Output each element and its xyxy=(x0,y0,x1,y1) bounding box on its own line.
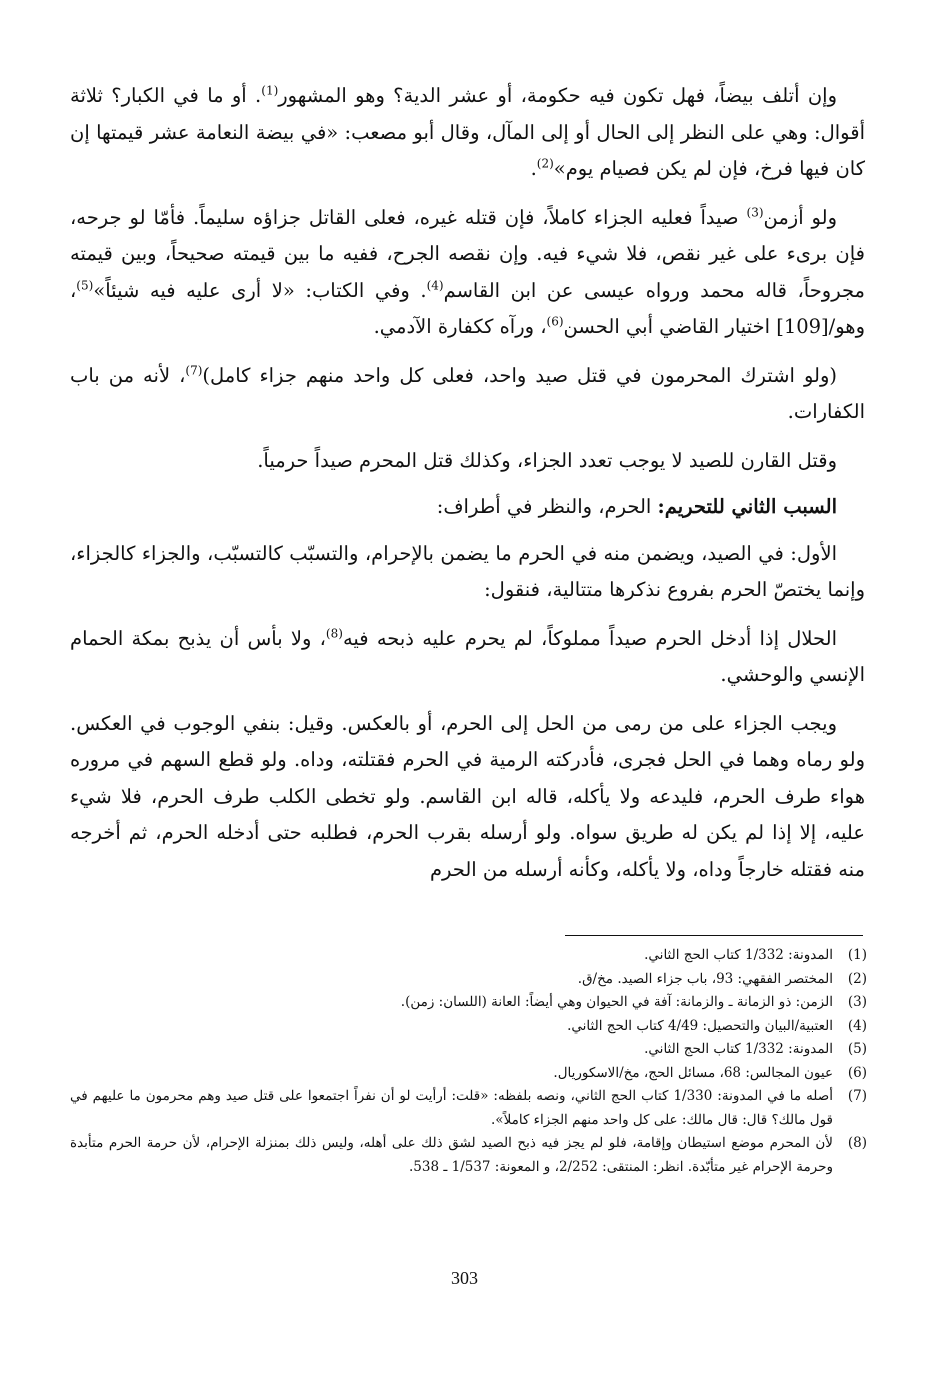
text-segment: ويجب الجزاء على من رمى من الحل إلى الحرم، أو بالعكس. وقيل: بنفي الوجوب في العكس. ولو رماه وهما في الحل فجرى، فأدركته الرمية في الحرم فقتلته، وداه. ولو قطع السهم في مروره هواء طرف الحرم، فليدعه ولا يأكله، قاله ابن القاسم. ولو تخطى الكلب طرف الحرم، فلا شيء عليه، إلا إذا لم يكن له طريق سواه. ولو أرسله بقرب الحرم، فطلبه حتى أدخله الحرم، ثم أخرجه منه فقتله خارجاً وداه، ولا يأكله، وكأنه أرسله من الحرم xyxy=(70,711,865,881)
footnote-text: أصله ما في المدونة: 1/330 كتاب الحج الثاني، ونصه بلفظه: «قلت: أرأيت لو أن نفراً اجتمعوا على قتل صيد وهم محرمون ما عليهم في قول مالك؟ قال: قال مالك: على كل واحد منهم الجزاء كاملاً». xyxy=(70,1088,833,1128)
footnote-ref: (3) xyxy=(746,205,764,219)
footnote-number: (6) xyxy=(847,1064,867,1081)
text-segment: ولو أزمن xyxy=(763,205,837,229)
footnote xyxy=(70,944,867,968)
text-segment: وإن أتلف بيضاً، فهل تكون فيه حكومة، أو عشر الدية؟ وهو المشهور xyxy=(278,84,837,107)
footnote xyxy=(70,1038,867,1062)
footnote-ref: (4) xyxy=(426,278,444,292)
footnote xyxy=(70,1132,867,1179)
footnote-ref: (8) xyxy=(325,626,343,640)
text-segment: ، ورآه ككفارة الآدمي. xyxy=(373,315,547,338)
text-segment: الحلال إذا أدخل الحرم صيداً مملوكاً، لم يحرم عليه ذبحه فيه xyxy=(342,626,837,650)
footnote xyxy=(70,991,867,1015)
footnote-text: لأن المحرم موضع استيطان وإقامة، فلو لم يجز فيه ذبح الصيد لشق ذلك على أهله، وليس ذلك بمنزلة الإحرام، لأن حرمة الحرم متأبدة وحرمة الإحرام غير متأبّدة. انظر: المنتقى: 2/252، و المعونة: 1/537 ـ 538. xyxy=(70,1135,833,1175)
section-heading-rest: الحرم، والنظر في أطراف: xyxy=(436,495,658,518)
footnote-text: العتبية/البيان والتحصيل: 4/49 كتاب الحج الثاني. xyxy=(567,1017,833,1034)
footnote-divider xyxy=(565,935,863,936)
text-segment: ، وهو/[109] اختيار القاضي أبي الحسن xyxy=(70,278,865,338)
footnote-number: (4) xyxy=(847,1017,867,1034)
text-segment: ، لأنه من باب الكفارات. xyxy=(70,363,865,423)
footnote-ref: (5) xyxy=(76,278,94,292)
paragraph-6 xyxy=(70,706,865,889)
footnote-number: (5) xyxy=(847,1041,867,1057)
text-segment: وقتل القارن للصيد لا يوجب تعدد الجزاء، وكذلك قتل المحرم صيداً حرمياً. xyxy=(257,448,837,472)
footnote-text: المدونة: 1/332 كتاب الحج الثاني. xyxy=(644,1041,833,1057)
footnotes xyxy=(70,944,867,1179)
footnote xyxy=(70,1062,867,1086)
footnote xyxy=(70,1085,867,1132)
footnote xyxy=(70,1015,867,1039)
footnote-text: الزمن: ذو الزمانة ـ والزمانة: آفة في الحيوان وهي أيضاً: العانة (اللسان: زمن). xyxy=(400,994,833,1010)
paragraph-2 xyxy=(70,200,865,346)
footnote-number: (8) xyxy=(847,1135,867,1151)
paragraph-5 xyxy=(70,621,865,694)
footnote-ref: (1) xyxy=(261,83,279,98)
footnote xyxy=(70,968,867,992)
text-segment: . أو ما في الكبار؟ ثلاثة أقوال: وهي على النظر إلى الحال أو إلى المآل، وقال أبو مصعب: «في بيضة النعامة عشر قيمتها إن كان فيها فرخ، فإن لم يكن فصيام يوم» xyxy=(70,84,865,180)
footnote-text: المدونة: 1/332 كتاب الحج الثاني. xyxy=(644,947,833,963)
footnote-ref: (6) xyxy=(546,314,564,329)
paragraph-1 xyxy=(70,78,865,188)
section-heading-bold: السبب الثاني للتحريم: xyxy=(657,495,837,518)
footnote-text: المختصر الفقهي: 93، باب جزاء الصيد. مخ/ق. xyxy=(577,970,833,987)
paragraph-3 xyxy=(70,358,865,431)
text-segment: ، ولا بأس أن يذبح بمكة الحمام الإنسي والوحشي. xyxy=(70,626,865,686)
text-segment: صيداً فعليه الجزاء كاملاً، فإن قتله غيره، فعلى القاتل جزاؤه سليماً. فأمّا لو جرحه، فإن برىء على غير نقص، فلا شيء فيه. وإن نقصه الجرح، ففيه ما بين قيمته صحيحاً، وبين قيمته مجروحاً، قاله محمد ورواه عيسى عن ابن القاسم xyxy=(70,205,865,302)
section-heading xyxy=(70,489,865,526)
first-point: الأول: في الصيد، ويضمن منه في الحرم ما يضمن بالإحرام، والتسبّب كالتسبّب، والجزاء كالجزاء، وإنما يختصّ الحرم بفروع نذكرها متتالية، فنقول: xyxy=(70,541,865,601)
footnote-number: (7) xyxy=(847,1088,867,1104)
text-segment: (ولو اشترك المحرمون في قتل صيد واحد، فعلى كل واحد منهم جزاء كامل) xyxy=(202,363,837,387)
footnote-number: (1) xyxy=(847,947,867,963)
text-segment: . xyxy=(530,157,537,180)
footnote-number: (2) xyxy=(847,970,867,987)
text-segment: . وفي الكتاب: «لا أرى عليه فيه شيئاً» xyxy=(93,278,427,302)
main-text xyxy=(70,78,865,900)
footnote-ref: (2) xyxy=(536,156,554,171)
footnote-text: عيون المجالس: 68، مسائل الحج، مخ/الاسكوريال. xyxy=(553,1064,833,1081)
footnote-number: (3) xyxy=(847,994,867,1010)
page-number: 303 xyxy=(451,1268,478,1288)
footnote-ref: (7) xyxy=(185,363,203,377)
paragraph-4 xyxy=(70,443,865,480)
